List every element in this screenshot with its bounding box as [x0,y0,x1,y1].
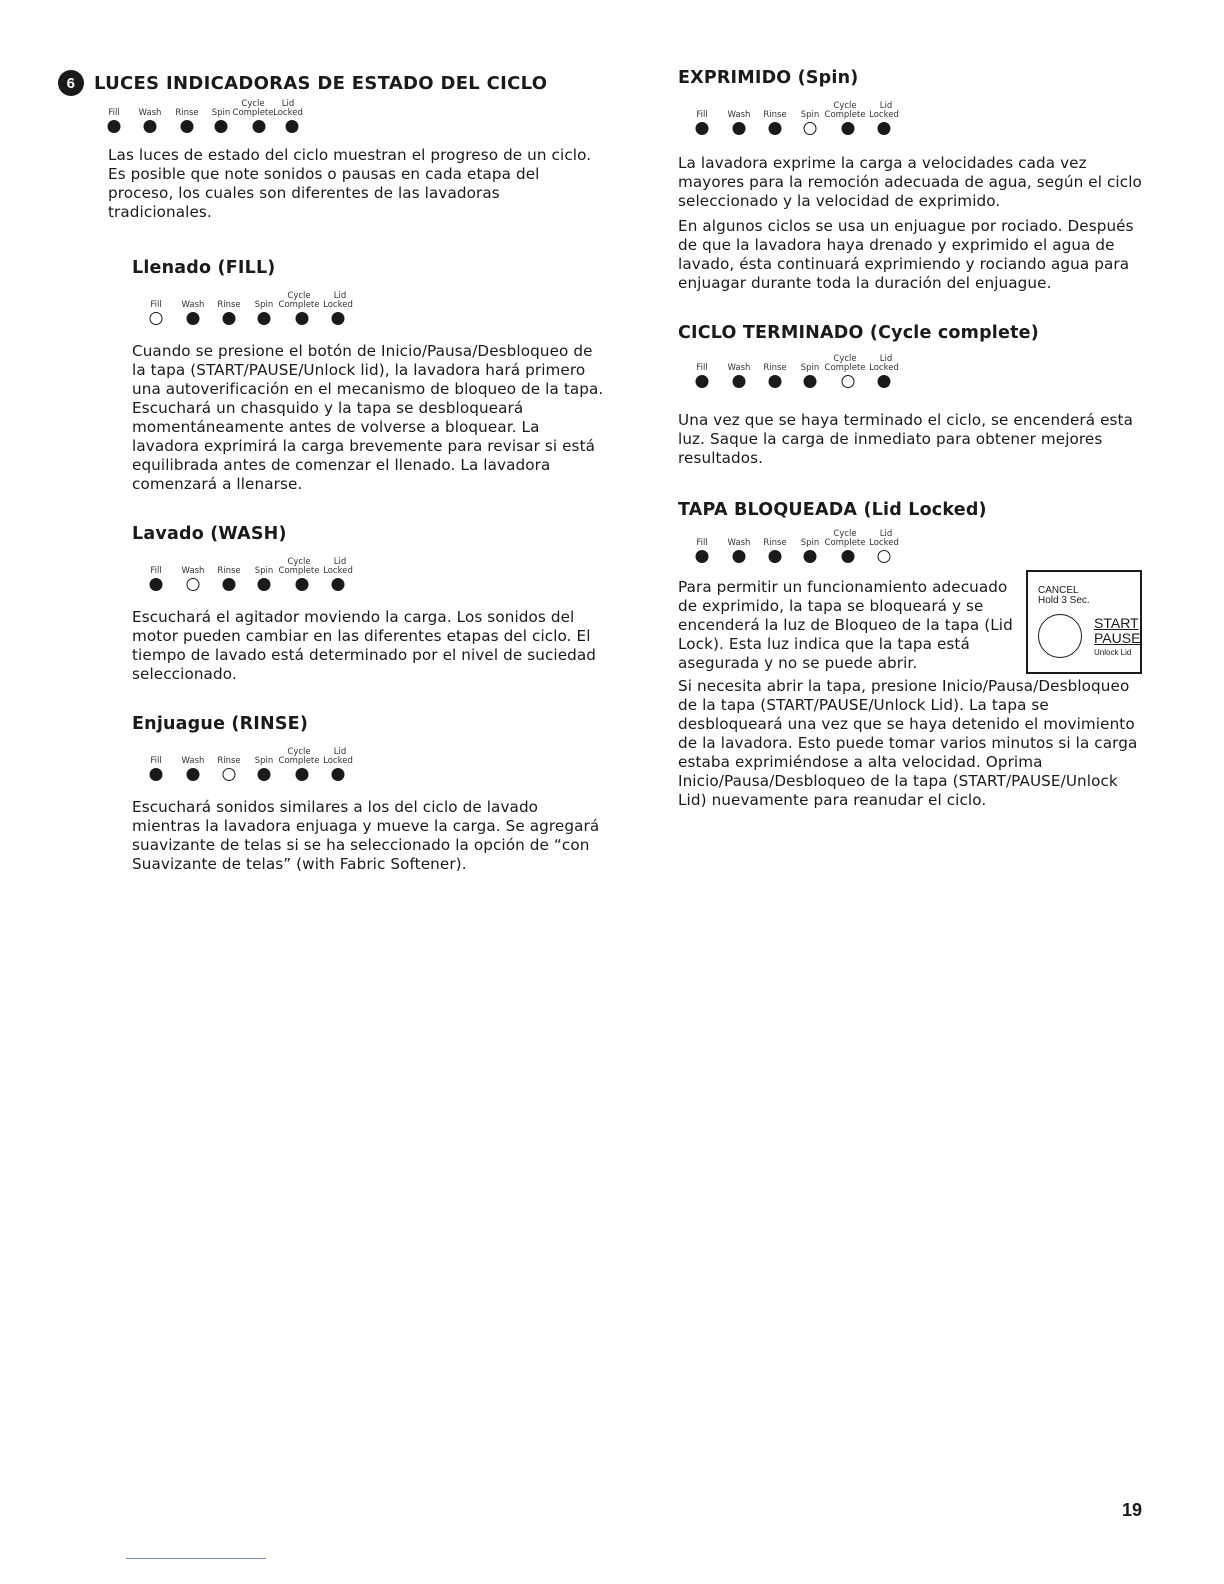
wash-label: Wash [181,300,205,310]
spin-light [804,122,817,135]
wash-light [187,768,200,781]
wash-light [733,550,746,563]
control-panel-illustration [1026,570,1142,674]
rinse-light [181,120,194,133]
intro-paragraph: Las luces de estado del ciclo muestran el progreso de un ciclo. Es posible que note sonidos o pausas en cada etapa del proceso, los cuales son diferentes de las lavadoras tradicionales. [108,146,592,221]
rinse-label: Rinse [217,566,241,576]
footer-rule [126,1558,266,1559]
wash-label: Wash [727,363,751,373]
fill-light [150,578,163,591]
indicator-panel-lid [678,530,898,568]
cycle-label: Cycle [287,747,311,757]
lid-locked-light [332,578,345,591]
wash-title: Lavado (WASH) [132,524,287,544]
wash-light [733,122,746,135]
indicator-panel-fill [132,292,352,330]
lid-label: Lid [281,99,295,109]
locked-label: Locked [869,538,899,548]
spin-paragraph-1: La lavadora exprime la carga a velocidades cada vez mayores para la remoción adecuada de agua, según el ciclo seleccionado y la velocidad de exprimido. [678,154,1142,210]
spin-label: Spin [800,110,820,120]
unlock-lid-text: Unlock Lid [1094,648,1132,657]
locked-label: Locked [869,110,899,120]
cycle-complete-light [842,375,855,388]
lid-locked-light [286,120,299,133]
wash-label: Wash [181,566,205,576]
spin-section [678,68,1148,293]
rinse-light [769,122,782,135]
rinse-label: Rinse [217,300,241,310]
fill-label: Fill [696,110,708,120]
wash-label: Wash [727,538,751,548]
cycle-label: Cycle [833,529,857,539]
cycle-complete-light [296,768,309,781]
complete-label: Complete [278,300,320,310]
rinse-label: Rinse [175,108,199,118]
fill-title: Llenado (FILL) [132,258,276,278]
cycle-complete-light [296,578,309,591]
lid-locked-title: TAPA BLOQUEADA (Lid Locked) [678,500,987,520]
lid-locked-light [878,550,891,563]
rinse-label: Rinse [217,756,241,766]
cycle-complete-title: CICLO TERMINADO (Cycle complete) [678,323,1039,343]
cycle-complete-paragraph: Una vez que se haya terminado el ciclo, se encenderá esta luz. Saque la carga de inmediato para obtener mejores resultados. [678,411,1133,467]
cycle-complete-light [842,122,855,135]
lid-label: Lid [333,747,347,757]
lid-locked-paragraph-2: Si necesita abrir la tapa, presione Inicio/Pausa/Desbloqueo de la tapa (START/PAUSE/Unlock Lid). La tapa se desbloqueará una vez que se haya detenido el movimiento de la lavadora. Esto puede tomar varios minutos si la carga estaba exprimiéndose a alta velocidad. Oprima Inicio/Pausa/Desbloqueo de la tapa (START/PAUSE/Unlock Lid) nuevamente para reanudar el ciclo. [678,677,1138,809]
wash-label: Wash [727,110,751,120]
spin-label: Spin [254,300,274,310]
fill-section [132,258,608,494]
wash-label: Wash [138,108,162,118]
rinse-light [769,550,782,563]
rinse-section [132,714,608,874]
locked-label: Locked [323,756,353,766]
cancel-text: CANCEL [1038,585,1079,596]
cycle-complete-light [842,550,855,563]
fill-light [696,375,709,388]
fill-label: Fill [696,363,708,373]
fill-label: Fill [150,756,162,766]
lid-label: Lid [333,557,347,567]
spin-light [258,768,271,781]
complete-label: Complete [824,110,866,120]
cycle-label: Cycle [287,291,311,301]
lid-locked-light [332,768,345,781]
cycle-label: Cycle [833,101,857,111]
indicator-panel-rinse [132,748,352,786]
wash-light [733,375,746,388]
rinse-light [223,312,236,325]
fill-label: Fill [150,566,162,576]
lid-label: Lid [879,101,893,111]
fill-light [108,120,121,133]
fill-paragraph: Cuando se presione el botón de Inicio/Pausa/Desbloqueo de la tapa (START/PAUSE/Unlock lid), la lavadora hará primero una autoverificación en el mecanismo de bloqueo de la tapa. Escuchará un chasquido y la tapa se desbloqueará momentáneamente antes de volverse a bloquear. La lavadora exprimirá la carga brevemente para revisar si está equilibrada antes de comenzar el llenado. La lavadora comenzará a llenarse. [132,342,604,493]
spin-label: Spin [800,363,820,373]
spin-label: Spin [800,538,820,548]
complete-label: Complete [824,538,866,548]
rinse-light [769,375,782,388]
lid-label: Lid [879,354,893,364]
start-text: START [1094,615,1139,631]
lid-locked-section [678,500,1148,810]
complete-label: Complete [824,363,866,373]
spin-light [804,375,817,388]
cycle-complete-light [253,120,266,133]
complete-label: Complete [278,566,320,576]
indicator-panel-wash [132,558,352,596]
wash-light [187,578,200,591]
lid-locked-light [332,312,345,325]
spin-paragraph-2: En algunos ciclos se usa un enjuague por rociado. Después de que la lavadora haya drenado y exprimido el agua de lavado, ésta continuará exprimiendo y rociando agua para enjuagar durante toda la duración del enjuague. [678,217,1134,292]
step-number-badge: 6 [58,70,84,96]
start-button-icon [1038,614,1082,658]
lid-locked-light [878,122,891,135]
spin-light [258,578,271,591]
fill-light [696,550,709,563]
spin-label: Spin [254,756,274,766]
page-number: 19 [1121,1500,1142,1520]
lid-label: Lid [879,529,893,539]
complete-label: Complete [278,756,320,766]
cancel-label [1038,586,1090,606]
cycle-label: Cycle [241,99,265,109]
rinse-paragraph: Escuchará sonidos similares a los del ciclo de lavado mientras la lavadora enjuaga y mueve la carga. Se agregará suavizante de telas si se ha seleccionado la opción de “con Suavizante de telas” (with Fabric Softener). [132,798,600,873]
hold-text: Hold 3 Sec. [1038,595,1090,606]
wash-light [187,312,200,325]
indicator-panel-spin [678,102,898,140]
fill-light [150,768,163,781]
wash-section [132,524,608,684]
indicator-panel-all [108,100,328,138]
cycle-label: Cycle [287,557,311,567]
section-heading [58,70,608,96]
rinse-label: Rinse [763,363,787,373]
wash-light [144,120,157,133]
fill-label: Fill [108,108,120,118]
rinse-label: Rinse [763,110,787,120]
lid-label: Lid [333,291,347,301]
rinse-title: Enjuague (RINSE) [132,714,309,734]
wash-label: Wash [181,756,205,766]
pause-text: PAUSE [1094,630,1141,646]
lid-locked-light [878,375,891,388]
section-title: LUCES INDICADORAS DE ESTADO DEL CICLO [94,72,548,94]
indicator-panel-complete [678,355,898,393]
spin-label: Spin [211,108,231,118]
fill-light [696,122,709,135]
cycle-complete-section [678,323,1148,468]
rinse-light [223,578,236,591]
cycle-complete-light [296,312,309,325]
fill-label: Fill [696,538,708,548]
locked-label: Locked [273,108,303,118]
rinse-label: Rinse [763,538,787,548]
spin-title: EXPRIMIDO (Spin) [678,68,859,88]
spin-label: Spin [254,566,274,576]
complete-label: Complete [232,108,274,118]
wash-paragraph: Escuchará el agitador moviendo la carga. Los sonidos del motor pueden cambiar en las diferentes etapas del ciclo. El tiempo de lavado está determinado por el nivel de suciedad seleccionado. [132,608,597,683]
right-column [678,68,1148,810]
cycle-label: Cycle [833,354,857,364]
fill-light [150,312,163,325]
locked-label: Locked [323,566,353,576]
lid-locked-paragraph-1: Para permitir un funcionamiento adecuado de exprimido, la tapa se bloqueará y se encenderá la luz de Bloqueo de la tapa (Lid Lock). Esta luz indica que la tapa está asegurada y no se puede abrir. [678,578,1013,672]
locked-label: Locked [323,300,353,310]
left-column [66,70,608,874]
spin-light [258,312,271,325]
fill-label: Fill [150,300,162,310]
spin-light [804,550,817,563]
locked-label: Locked [869,363,899,373]
spin-light [215,120,228,133]
start-pause-label [1094,616,1140,646]
rinse-light [223,768,236,781]
